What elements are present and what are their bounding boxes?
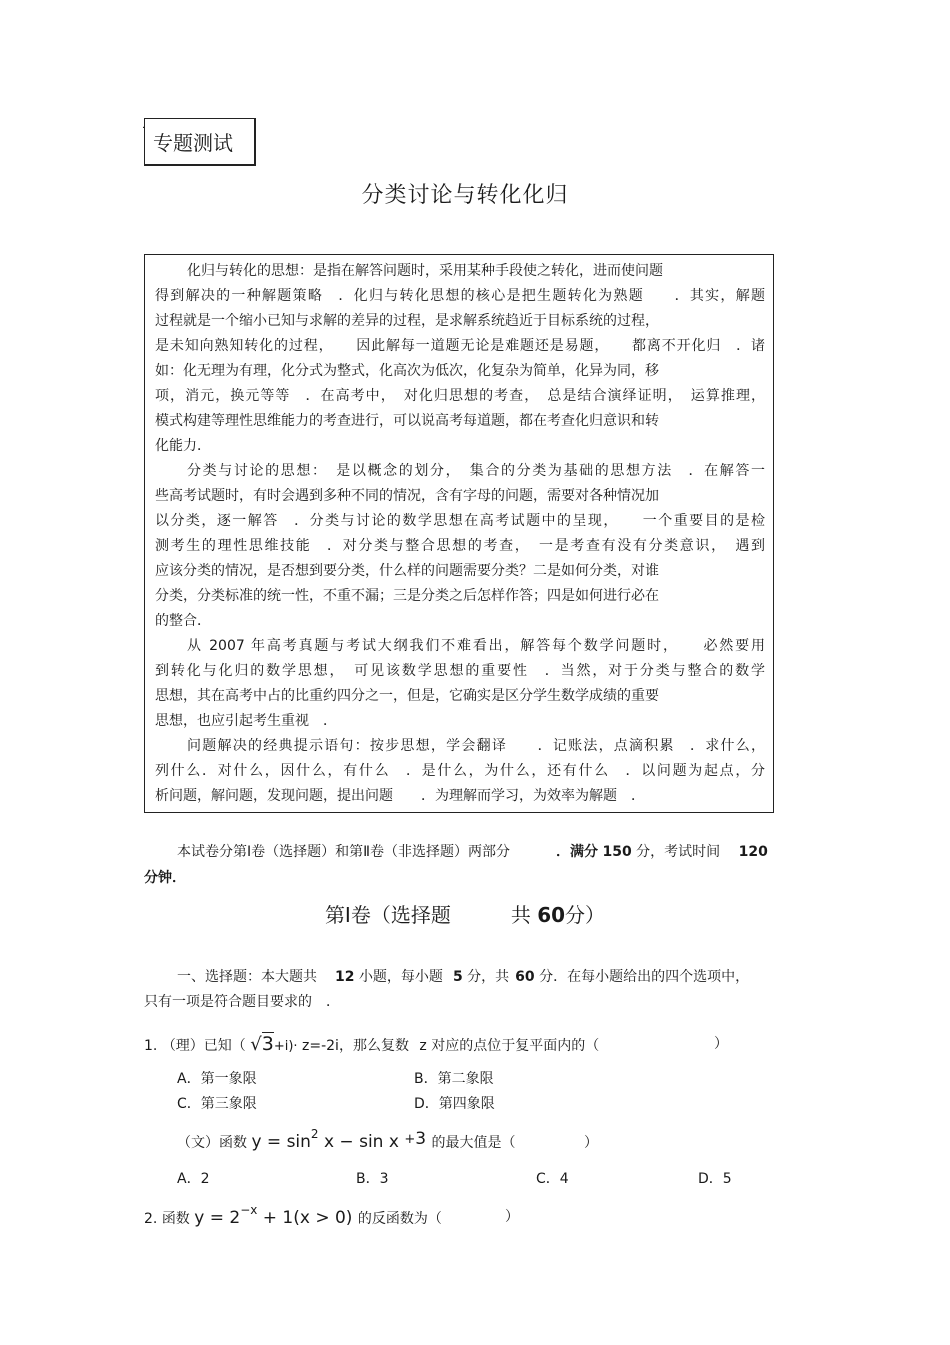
math-term: y = sin <box>251 1132 311 1152</box>
math-term: 3 <box>415 1129 427 1149</box>
question-text: +i)· <box>273 1039 298 1054</box>
math-term: y = 2 <box>194 1208 241 1228</box>
intro-line: 思想，也应引起考生重视 ． <box>155 713 337 729</box>
exam-info-text: ．满分 <box>556 844 599 860</box>
intro-line: 过程就是一个缩小已知与求解的差异的过程，是求解系统趋近于目标系统的过程， <box>155 313 659 329</box>
math-term: + <box>404 1132 416 1147</box>
intro-line: 应该分类的情况，是否想到要分类，什么样的问题需要分类？二是如何分类，对谁 <box>155 563 659 579</box>
intro-line: 得到解决的一种解题策略 ．化归与转化思想的核心是把生题转化为熟题 ．其实，解题 <box>155 288 765 304</box>
question-text: （理）已知（ <box>161 1038 246 1054</box>
intro-line: 是未知向熟知转化的过程， 因此解每一道题无论是难题还是易题， 都离不开化归 ．诸 <box>155 338 765 354</box>
intro-line: 思想，其在高考中占的比重约四分之一，但是，它确实是区分学生数学成绩的重要 <box>155 688 659 704</box>
intro-line: 分类与讨论的思想： 是以概念的划分， 集合的分类为基础的思想方法 ．在解答一 <box>187 463 765 479</box>
section-score: 60 <box>537 903 566 927</box>
instruction-text: 小题，每小题 <box>358 969 443 985</box>
question-text: z=-2i，那么复数 <box>302 1038 409 1054</box>
intro-line: 些高考试题时，有时会遇到多种不同的情况，含有字母的问题，需要对各种情况加 <box>155 488 659 504</box>
question-text: 的反函数为（ <box>357 1211 442 1227</box>
intro-line: 以分类，逐一解答 ．分类与讨论的数学思想在高考试题中的呈现， 一个重要目的是检 <box>155 513 765 529</box>
intro-line: 列什么．对什么，因什么，有什么 ．是什么，为什么，还有什么 ．以问题为起点，分 <box>155 763 765 779</box>
wen-option-a: A．2 <box>177 1171 210 1187</box>
wen-option-b: B．3 <box>356 1171 389 1187</box>
question-1-wen <box>177 1127 516 1156</box>
answer-bracket-close: ） <box>505 1209 519 1225</box>
intro-line: 的整合． <box>155 613 211 629</box>
exam-time: 120 <box>738 844 768 860</box>
points-per-question: 5 <box>452 969 463 985</box>
instruction-text: 一、选择题：本大题共 <box>177 969 317 985</box>
radicand: 3 <box>261 1033 274 1055</box>
intro-line: 如：化无理为有理，化分式为整式，化高次为低次，化复杂为简单，化异为同，移 <box>155 363 659 379</box>
question-text: 的最大值是（ <box>431 1135 516 1151</box>
math-term: + 1(x > 0) <box>262 1208 353 1228</box>
wen-option-d: D．5 <box>698 1171 732 1187</box>
option-c: C．第三象限 <box>177 1096 257 1112</box>
exam-info-line2: 分钟． <box>144 870 186 886</box>
intro-line: 问题解决的经典提示语句：按步思想，学会翻译 ．记账法，点滴积累 ．求什么， <box>187 738 765 754</box>
section-title-text: 第Ⅰ卷（选择题 <box>324 903 451 927</box>
intro-line: 分类，分类标准的统一性，不重不漏；三是分类之后怎样作答；四是如何进行必在 <box>155 588 659 604</box>
math-exponent: −x <box>240 1203 258 1217</box>
option-a: A．第一象限 <box>177 1071 257 1087</box>
intro-line: 从 2007 年高考真题与考试大纲我们不难看出，解答每个数学问题时， 必然要用 <box>187 638 765 654</box>
sqrt-icon: √ <box>250 1034 262 1055</box>
math-exponent: 2 <box>310 1127 319 1141</box>
exam-info-text: 分，考试时间 <box>636 844 721 860</box>
total-points: 60 <box>515 969 535 985</box>
intro-line: 项，消元，换元等等 ．在高考中， 对化归思想的考查， 总是结合演绎证明， 运算推理， <box>155 388 765 404</box>
intro-line: 模式构建等理性思维能力的考查进行，可以说高考每道题，都在考查化归意识和转 <box>155 413 659 429</box>
answer-bracket-close: ） <box>714 1036 728 1052</box>
intro-line: 测考生的理性思维技能 ．对分类与整合思想的考查， 一是考查有没有分类意识， 遇到 <box>155 538 765 554</box>
tag-mark: · <box>142 123 146 134</box>
question-text: 函数 <box>161 1211 190 1227</box>
section-title <box>0 902 930 928</box>
question-text: （文）函数 <box>177 1135 247 1151</box>
instruction-text: 分．在每小题给出的四个选项中， <box>539 969 750 985</box>
sqrt-expression <box>250 1034 274 1055</box>
intro-line: 到转化与化归的数学思想， 可见该数学思想的重要性 ．当然，对于分类与整合的数学 <box>155 663 765 679</box>
question-number: 2. <box>144 1211 158 1227</box>
instruction-line <box>177 968 749 986</box>
question-count: 12 <box>335 969 355 985</box>
total-score: 150 <box>602 844 632 860</box>
function-expression <box>251 1127 431 1152</box>
intro-line: 化能力． <box>155 438 211 454</box>
function-expression <box>194 1203 358 1228</box>
answer-bracket-close: ） <box>584 1135 598 1151</box>
exam-info-text: 本试卷分第Ⅰ卷（选择题）和第Ⅱ卷（非选择题）两部分 <box>177 844 511 860</box>
question-2 <box>144 1203 442 1231</box>
option-d: D．第四象限 <box>414 1096 495 1112</box>
intro-line: 化归与转化的思想：是指在解答问题时，采用某种手段使之转化，进而使问题 <box>187 263 663 279</box>
question-text: 对应的点位于复平面内的（ <box>431 1038 600 1054</box>
instruction-text: 分，共 <box>467 969 510 985</box>
wen-option-c: C．4 <box>536 1171 569 1187</box>
intro-line: 析问题，解问题，发现问题，提出问题 ．为理解而学习，为效率为解题 ． <box>155 788 645 804</box>
instruction-line2: 只有一项是符合题目要求的 ． <box>144 994 340 1010</box>
document-title: 分类讨论与转化化归 <box>361 183 569 208</box>
question-number: 1. <box>144 1038 158 1054</box>
variable-z: z <box>419 1038 427 1054</box>
topic-tag: 专题测试 <box>144 118 256 166</box>
exam-info-line <box>177 843 768 861</box>
math-term: x − sin x <box>323 1132 399 1152</box>
section-title-text: 共 <box>510 903 531 927</box>
section-title-text: 分） <box>565 903 606 927</box>
option-b: B．第二象限 <box>414 1071 494 1087</box>
question-1 <box>144 1033 599 1058</box>
